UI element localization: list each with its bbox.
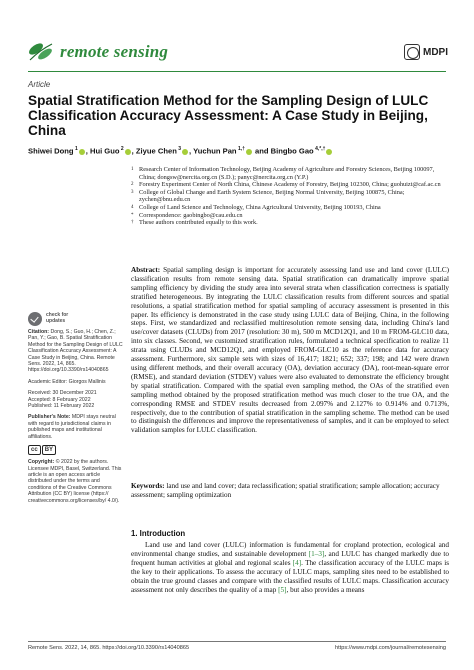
affiliation-item — [131, 166, 449, 181]
orcid-icon[interactable] — [326, 149, 332, 155]
keywords — [131, 482, 449, 500]
affiliation-item — [131, 204, 449, 212]
article-type: Article — [28, 80, 51, 89]
publisher-note-text: MDPI stays neutral with regard to jurisdictional claims in published maps and institutional affiliations. — [28, 414, 116, 440]
journal-name[interactable]: remote sensing — [60, 42, 169, 61]
orcid-icon[interactable] — [125, 149, 131, 155]
abstract-label: Abstract: — [131, 266, 161, 274]
affiliation-marker: † — [131, 220, 134, 226]
mdpi-icon — [404, 44, 420, 60]
received-date: Received: 30 December 2021 — [28, 390, 97, 397]
affiliation-text: These authors contributed equally to this work. — [139, 219, 258, 227]
affiliations — [131, 166, 449, 227]
check-for-updates-button[interactable] — [28, 312, 124, 326]
check-updates-line1: check for — [46, 312, 69, 319]
author-name[interactable]: Yuchun Pan — [193, 146, 237, 156]
publisher-note-block — [28, 414, 124, 440]
citation-block — [28, 329, 124, 374]
affiliation-text: Research Center of Information Technology, Beijing Academy of Agriculture and Forestry Sciences, Beijing 100097, China; dongsw@nercita.org.cn (S.D.); panyc@nercita.org.cn (Y.P.) — [139, 166, 435, 181]
abstract-text: Spatial sampling design is important for accurately assessing land use and land cover (LULC) classification results from remote sensing data. Spatial stratification can dramatically improve spatial sampling efficiency by dividing the study area into several strata when classification correctness is spatially stratified heterogeneous. By integrating the LULC classification results from different sources and spatial resolutions, a spatial stratification method for spatial sampling of accuracy assessment is presented in this paper. Its efficiency is demonstrated in the case study using LULC data of Beijing, China, in the following steps. First, we standardized and reclassified multiresolution remote sensing data, including China's land use/cover datasets (CLUDs) from 2017 (resolution: 30 m), 500 m MCD12Q1, and 10 m FROM-GLC10 data, into six classes. Second, we customized stratification rules, formulated a technical specification to realize 11 strata using CLUDs and MCD12Q1, and employed FROM-GLC10 as the reference data for accuracy assessment. Furthermore, six sample sets with sizes of 16,417; 1821; 652; 337; 198; and 142 were drawn using different methods, and their overall accuracy (OA), deviation accuracy (DA), root-mean-square error (RMSE), and standard deviation (STDEV) values were also evaluated to demonstrate the efficiency brought by spatial stratification. Compared with the spatial even sampling method, the OAs of the stratified even sampling method obtained by the proposed stratification method was much closer to the true OA, and the corresponding RMSE and STDEV results decreased from 2.097% and 2.127% to 0.914% and 0.713%, respectively, due to the contribution of spatial stratification in the sampling scheme. The method can be used to distinguish the differences and improve the representativeness of samples, and it can be employed to select validation samples for LULC classification. — [131, 266, 450, 435]
intro-text-2: , and LULC has changed markedly due to frequent human activities at global and regional scales — [131, 549, 449, 567]
citation-link[interactable]: [4] — [292, 558, 302, 567]
affiliation-item — [131, 189, 449, 204]
author-name[interactable]: Shiwei Dong — [28, 146, 74, 156]
orcid-icon[interactable] — [246, 149, 252, 155]
introduction-paragraph — [131, 541, 449, 594]
cc-icon: cc — [28, 445, 41, 455]
author-affiliation-mark: 4,*,† — [313, 146, 326, 152]
affiliation-item — [131, 219, 449, 227]
journal-header — [28, 40, 448, 70]
keywords-text: land use and land cover; data reclassification; spatial stratification; sample allocation; accuracy assessment; sampling optimization — [131, 482, 440, 499]
orcid-icon[interactable] — [79, 149, 85, 155]
footer-journal-url[interactable]: https://www.mdpi.com/journal/remotesensing — [335, 645, 446, 651]
citation-label: Citation: — [28, 329, 50, 335]
author-affiliation-mark: 2 — [119, 146, 124, 152]
author-separator: , — [189, 146, 194, 156]
affiliation-item — [131, 181, 449, 189]
affiliation-text: Forestry Experiment Center of North China, Chinese Academy of Forestry, Beijing 102300, China; guohuizt@caf.ac.cn — [139, 181, 441, 189]
author-affiliation-mark: 1 — [73, 146, 78, 152]
affiliation-text: College of Land Science and Technology, China Agricultural University, Beijing 100193, China — [139, 203, 381, 211]
keywords-label: Keywords: — [131, 482, 165, 490]
copyright-label: Copyright: — [28, 459, 55, 466]
author-separator: , — [85, 146, 90, 156]
dates-block — [28, 390, 124, 409]
check-updates-line2: updates — [46, 318, 66, 324]
citation-link[interactable]: [1–3] — [308, 549, 325, 558]
by-icon: BY — [42, 445, 56, 455]
footer-citation[interactable]: Remote Sens. 2022, 14, 865. https://doi.org/10.3390/rs14040865 — [28, 645, 190, 651]
academic-editor: Academic Editor: Giorgos Mallinis — [28, 378, 106, 385]
footer-divider — [28, 641, 446, 642]
citation-link[interactable]: [5] — [278, 585, 287, 594]
affiliation-marker: 1 — [131, 167, 134, 172]
check-updates-icon — [28, 312, 42, 326]
publisher-note-label: Publisher's Note: — [28, 414, 71, 421]
author-separator: and — [252, 146, 271, 156]
article-sidebar — [28, 312, 124, 509]
orcid-icon[interactable] — [182, 149, 188, 155]
accepted-date: Accepted: 8 February 2022 — [28, 396, 91, 403]
header-divider — [28, 71, 446, 72]
author-separator: , — [131, 146, 136, 156]
section-heading: 1. Introduction — [131, 529, 186, 538]
article-title: Spatial Stratification Method for the Sampling Design of LULC Classification Accuracy Assessment: A Case Study in Beijing, China — [28, 93, 429, 139]
author-affiliation-mark: 3 — [176, 146, 182, 152]
affiliation-text: College of Global Change and Earth System Science, Beijing Normal University, Beijing 100875, China; zychen@bnu.edu.cn — [139, 188, 405, 204]
publisher-name: MDPI — [423, 46, 448, 58]
citation-text: Dong, S.; Guo, H.; Chen, Z.; Pan, Y.; Gao, B. Spatial Stratification Method for the Sampling Design of LULC Classification Accuracy Assessment: A Case Study in Beijing, China. Remote Sens. 2022, 14, 865. https://doi.org/10.3390/rs14040865 — [28, 329, 123, 374]
affiliation-marker: 2 — [131, 182, 134, 188]
author-name[interactable]: Hui Guo — [89, 146, 120, 156]
leaf-icon — [28, 40, 54, 64]
intro-text-1: Land use and land cover (LULC) information is fundamental for cropland protection, ecological and environmental change studies, and sustainable development — [131, 541, 449, 558]
abstract — [131, 266, 449, 435]
published-date: Published: 11 February 2022 — [28, 403, 95, 410]
copyright-block — [28, 459, 124, 504]
cc-by-license-badge[interactable] — [28, 445, 124, 455]
affiliation-text: Correspondence: gaobingbo@cau.edu.cn — [139, 211, 243, 219]
intro-text-3: . The classification accuracy of the LULC maps is the key to their applications. To assess the accuracy of LULC maps, sampling sites need to be established to obtain the true ground classes and compare with the classified results of LULC maps. Classification accuracy assessment not only describes the quality of a map — [131, 558, 449, 594]
affiliation-item — [131, 212, 449, 220]
author-name[interactable]: Ziyue Chen — [135, 146, 177, 156]
intro-text-4: , but also provides a means — [286, 585, 365, 594]
affiliation-marker: 3 — [131, 189, 134, 195]
affiliation-marker: 4 — [131, 204, 134, 210]
editor-block — [28, 379, 124, 385]
affiliation-marker: * — [131, 212, 134, 218]
copyright-text: © 2022 by the authors. Licensee MDPI, Basel, Switzerland. This article is an open access article distributed under the terms and conditions of the Creative Commons Attribution (CC BY) license (https:// creativecommons.org/licenses/by/ 4.0/). — [28, 459, 122, 504]
author-name[interactable]: Bingbo Gao — [270, 146, 314, 156]
publisher-logo[interactable] — [404, 44, 448, 60]
author-affiliation-mark: 1,† — [236, 146, 245, 152]
author-list — [28, 146, 448, 156]
